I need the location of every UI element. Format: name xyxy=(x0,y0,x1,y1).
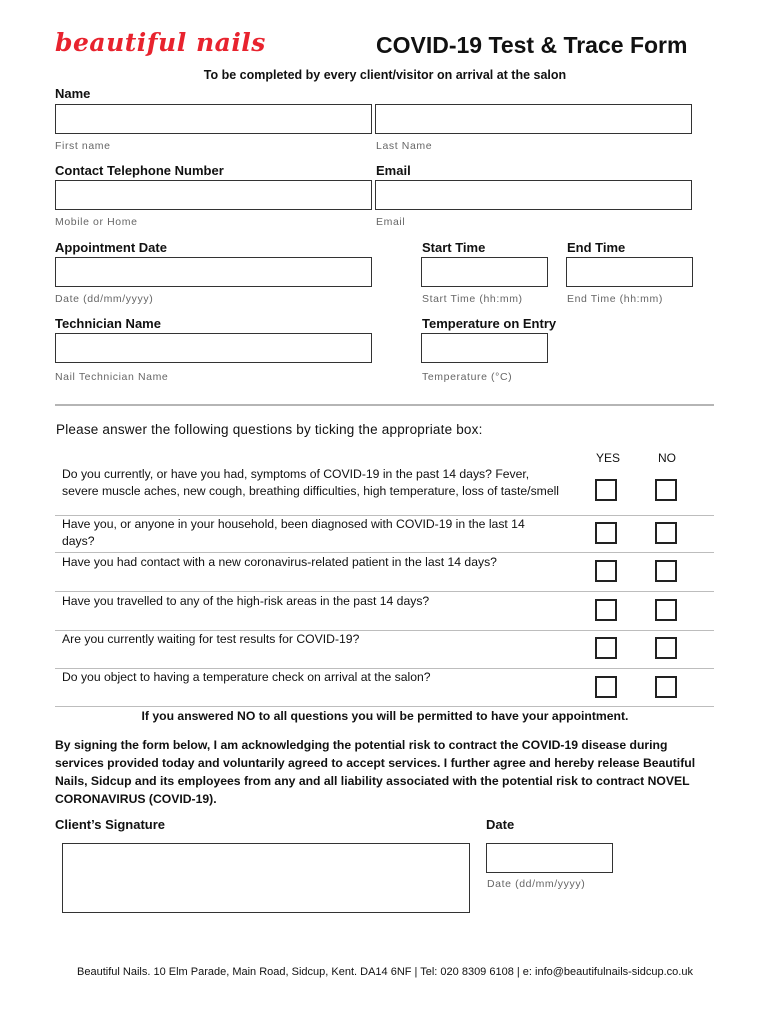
footer-contact: Beautiful Nails. 10 Elm Parade, Main Road, Sidcup, Kent. DA14 6NF | Tel: 020 8309 6108 | e: info@beautifulnails-sidcup.co.uk xyxy=(77,966,693,978)
signature-box[interactable] xyxy=(62,843,470,913)
phone-label: Contact Telephone Number xyxy=(55,163,224,178)
question-divider xyxy=(55,706,714,707)
technician-input[interactable] xyxy=(55,333,372,363)
last-name-input[interactable] xyxy=(375,104,692,134)
date-label: Date xyxy=(486,817,515,832)
question-6-no-checkbox[interactable] xyxy=(655,676,677,698)
question-4-no-checkbox[interactable] xyxy=(655,599,677,621)
phone-input[interactable] xyxy=(55,180,372,210)
appointment-date-input[interactable] xyxy=(55,257,372,287)
question-2-yes-checkbox[interactable] xyxy=(595,522,617,544)
question-1-yes-checkbox[interactable] xyxy=(595,479,617,501)
result-note: If you answered NO to all questions you will be permitted to have your appointment. xyxy=(141,709,629,723)
question-2-no-checkbox[interactable] xyxy=(655,522,677,544)
question-2-text: Have you, or anyone in your household, been diagnosed with COVID-19 in the last 14 days? xyxy=(62,517,525,548)
question-divider xyxy=(55,591,714,592)
brand-logo: beautiful nails xyxy=(55,28,266,57)
technician-hint: Nail Technician Name xyxy=(55,371,169,383)
question-divider xyxy=(55,552,714,553)
signature-label: Client’s Signature xyxy=(55,817,166,832)
question-3-text: Have you had contact with a new coronavirus-related patient in the last 14 days? xyxy=(62,555,497,569)
email-hint: Email xyxy=(376,216,406,228)
email-input[interactable] xyxy=(375,180,692,210)
no-column-header: NO xyxy=(658,451,676,465)
email-label: Email xyxy=(376,163,411,178)
question-5-text: Are you currently waiting for test results for COVID-19? xyxy=(62,632,360,646)
start-time-input[interactable] xyxy=(421,257,548,287)
page-subtitle: To be completed by every client/visitor on arrival at the salon xyxy=(203,68,567,82)
questionnaire-intro: Please answer the following questions by ticking the appropriate box: xyxy=(56,422,483,437)
question-5-yes-checkbox[interactable] xyxy=(595,637,617,659)
start-time-label: Start Time xyxy=(422,240,486,255)
yes-column-header: YES xyxy=(596,451,621,465)
question-4-text: Have you travelled to any of the high-risk areas in the past 14 days? xyxy=(62,594,430,608)
signature-date-input[interactable] xyxy=(486,843,613,873)
appointment-date-hint: Date (dd/mm/yyyy) xyxy=(55,293,154,305)
question-1-no-checkbox[interactable] xyxy=(655,479,677,501)
question-6-text: Do you object to having a temperature check on arrival at the salon? xyxy=(62,670,431,684)
name-label: Name xyxy=(55,86,91,101)
first-name-input[interactable] xyxy=(55,104,372,134)
consent-text: By signing the form below, I am acknowledging the potential risk to contract the COVID-19 disease during services provided today and voluntarily agreed to accept services. I further agree and hereby release Beautiful Nails, Sidcup and its employees from any and all liability associated with the potential risk to contract NOVEL CORONAVIRUS (COVID-19). xyxy=(55,738,696,806)
first-name-hint: First name xyxy=(55,140,111,152)
temperature-input[interactable] xyxy=(421,333,548,363)
last-name-hint: Last Name xyxy=(376,140,433,152)
question-3-no-checkbox[interactable] xyxy=(655,560,677,582)
temperature-label: Temperature on Entry xyxy=(422,316,557,331)
question-4-yes-checkbox[interactable] xyxy=(595,599,617,621)
start-time-hint: Start Time (hh:mm) xyxy=(422,293,523,305)
page-title: COVID-19 Test & Trace Form xyxy=(376,32,688,58)
section-divider xyxy=(55,404,714,406)
temperature-hint: Temperature (°C) xyxy=(422,371,513,383)
end-time-input[interactable] xyxy=(566,257,693,287)
technician-label: Technician Name xyxy=(55,316,161,331)
end-time-hint: End Time (hh:mm) xyxy=(567,293,663,305)
question-3-yes-checkbox[interactable] xyxy=(595,560,617,582)
question-1-text: Do you currently, or have you had, symptoms of COVID-19 in the past 14 days? Fever, severe muscle aches, new cough, breathing difficulties, high temperature, loss of taste/smell xyxy=(62,467,560,498)
question-6-yes-checkbox[interactable] xyxy=(595,676,617,698)
phone-hint: Mobile or Home xyxy=(55,216,138,228)
appointment-date-label: Appointment Date xyxy=(55,240,167,255)
end-time-label: End Time xyxy=(567,240,626,255)
signature-date-hint: Date (dd/mm/yyyy) xyxy=(487,878,586,890)
question-5-no-checkbox[interactable] xyxy=(655,637,677,659)
